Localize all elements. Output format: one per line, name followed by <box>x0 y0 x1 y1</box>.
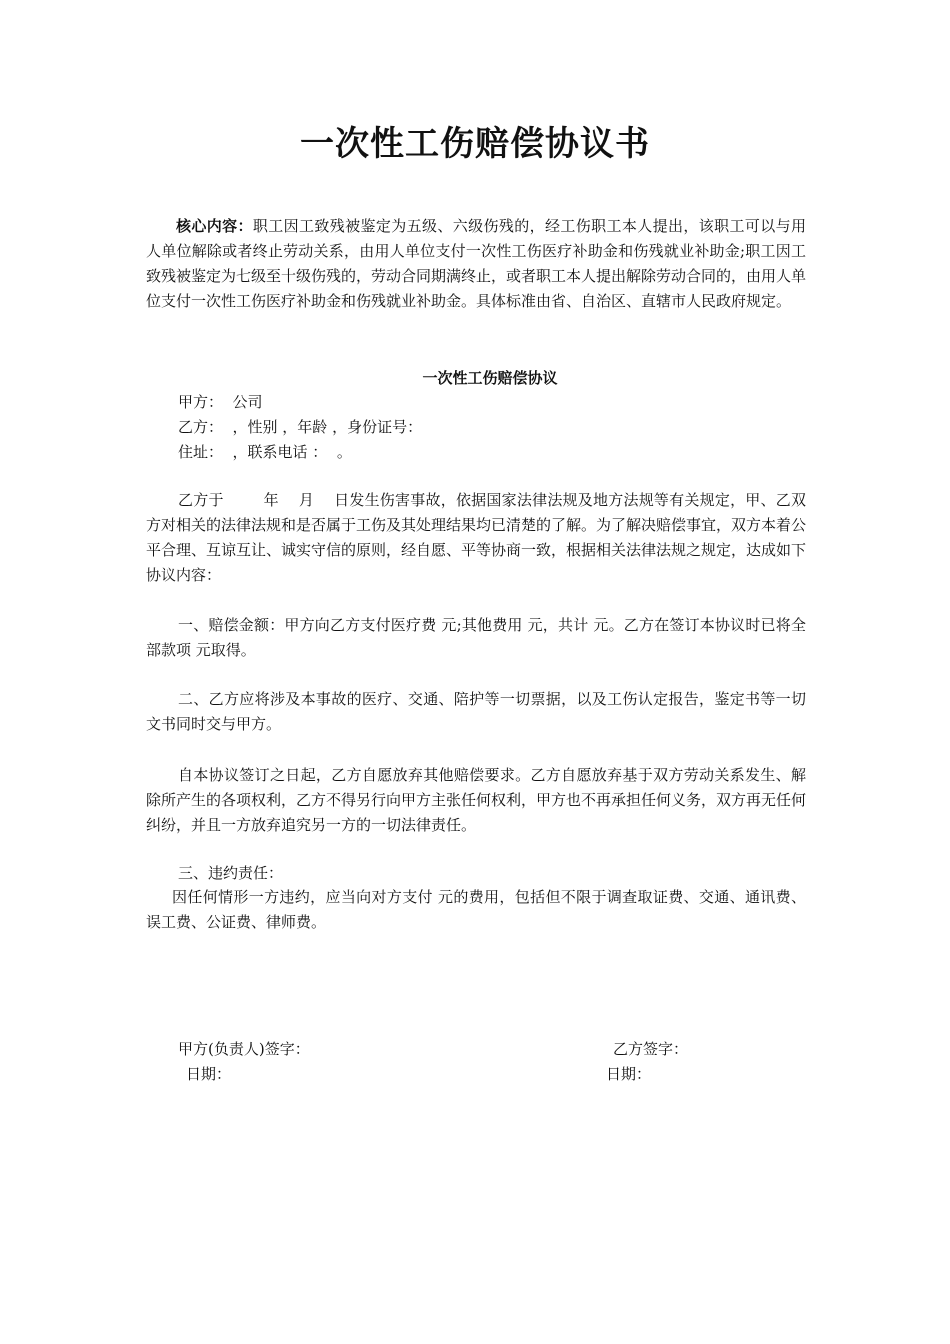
party-b-line: 乙方： ，性别 ，年龄 ，身份证号： <box>178 418 423 436</box>
clause-3-heading: 三、违约责任： <box>178 864 284 882</box>
core-content-text: 职工因工致残被鉴定为五级、六级伤残的，经工伤职工本人提出，该职工可以与用人单位解除或者终止劳动关系，由用人单位支付一次性工伤医疗补助金和伤残就业补助金;职工因工致残被鉴定为七级至十级伤残的，劳动合同期满终止，或者职工本人提出解除劳动合同的，由用人单位支付一次性工伤医疗补助金和伤残就业补助金。具体标准由省、自治区、直辖市人民政府规定。 <box>146 217 807 310</box>
waiver-paragraph: 自本协议签订之日起，乙方自愿放弃其他赔偿要求。乙方自愿放弃基于双方劳动关系发生、解除所产生的各项权利，乙方不得另行向甲方主张任何权利，甲方也不再承担任何义务，双方再无任何纠纷，并且一方放弃追究另一方的一切法律责任。 <box>146 766 807 834</box>
party-a-signature-label: 甲方(负责人)签字： <box>178 1040 310 1058</box>
party-a-line: 甲方： 公司 <box>178 393 263 411</box>
clause-3-paragraph: 因任何情形一方违约，应当向对方支付 元的费用，包括但不限于调查取证费、交通、通讯费、误工费、公证费、律师费。 <box>146 888 806 931</box>
agreement-subtitle: 一次性工伤赔偿协议 <box>422 369 558 387</box>
core-content-label: 核心内容： <box>176 217 253 235</box>
document-title: 一次性工伤赔偿协议书 <box>300 124 650 164</box>
core-content-paragraph <box>146 214 806 314</box>
party-b-date-label: 日期： <box>606 1065 652 1083</box>
party-a-date-label: 日期： <box>186 1065 232 1083</box>
party-b-signature-label: 乙方签字： <box>613 1040 689 1058</box>
intro-paragraph: 乙方于 年 月 日发生伤害事故，依据国家法律法规及地方法规等有关规定，甲、乙双方对相关的法律法规和是否属于工伤及其处理结果均已清楚的了解。为了解决赔偿事宜，双方本着公平合理、互谅互让、诚实守信的原则，经自愿、平等协商一致，根据相关法律法规之规定，达成如下协议内容： <box>146 491 807 584</box>
address-line: 住址： ，联系电话 ： 。 <box>178 443 352 461</box>
clause-2-paragraph: 二、乙方应将涉及本事故的医疗、交通、陪护等一切票据，以及工伤认定报告，鉴定书等一切文书同时交与甲方。 <box>146 690 806 733</box>
clause-1-paragraph: 一、赔偿金额：甲方向乙方支付医疗费 元;其他费用 元，共计 元。乙方在签订本协议时已将全部款项 元取得。 <box>146 616 806 659</box>
